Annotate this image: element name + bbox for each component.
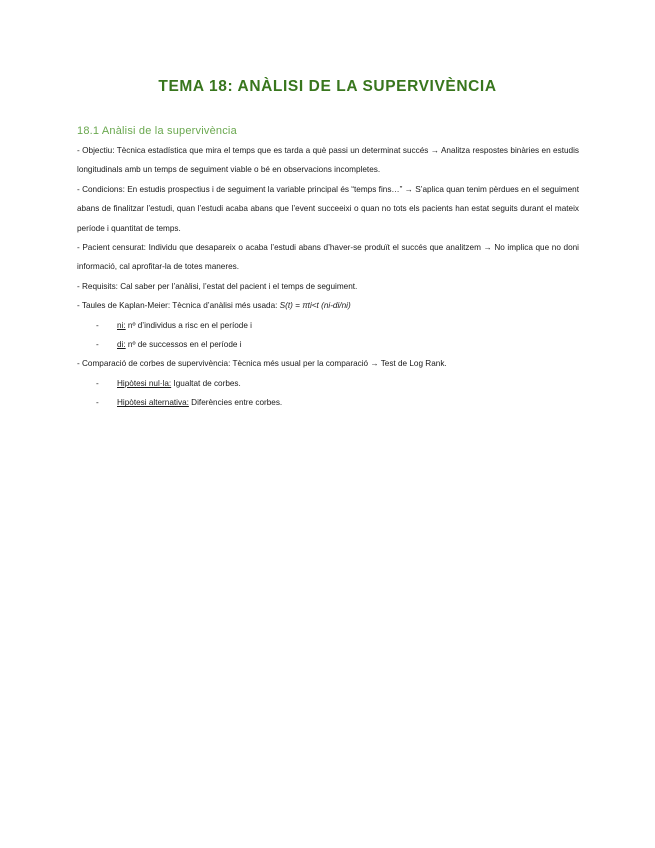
list-item-text: nº d’individus a risc en el període i [125,320,252,330]
bullet-dash: - [96,320,99,330]
section-heading: 18.1 Anàlisi de la supervivència [77,125,237,137]
bullet-dash: - [96,340,99,350]
document-body [77,141,579,413]
list-item-content [117,335,242,354]
list-item [77,316,579,335]
paragraph-kaplan-meier [77,296,579,315]
kaplan-meier-label: - Taules de Kaplan-Meier: Tècnica d’anàlisi més usada: [77,301,280,311]
list-item-text: nº de successos en el període i [125,340,242,350]
list-item-content [117,393,282,412]
page-title: TEMA 18: ANÀLISI DE LA SUPERVIVÈNCIA [158,78,497,95]
list-item-text: Igualtat de corbes. [171,378,241,388]
list-item [77,374,579,393]
paragraph-pacient-censurat: - Pacient censurat: Individu que desapareix o acaba l’estudi abans d’haver-se produït el succés que analitzem → No implica que no doni informació, cal aprofitar-la de totes maneres. [77,243,579,272]
list-item-term: Hipòtesi alternativa: [117,398,189,408]
list-item-text: Diferències entre corbes. [188,398,283,408]
paragraph-comparacio: - Comparació de corbes de supervivència: Tècnica més usual per la comparació → Test de Log Rank. [77,359,447,369]
list-item-term: di: [117,340,126,350]
paragraph-objectiu: - Objectiu: Tècnica estadística que mira el temps que es tarda a què passi un determinat succés → Analitza respostes binàries en estudis longitudinals amb un temps de seguiment viable o bé en observacions incompletes. [77,146,579,175]
paragraph-requisits: - Requisits: Cal saber per l’anàlisi, l’estat del pacient i el temps de seguiment. [77,281,358,291]
list-item-term: ni: [117,320,126,330]
kaplan-meier-formula: S(t) = πti<t (ni-di/ni) [279,301,351,311]
bullet-dash: - [96,378,99,388]
list-item [77,393,579,412]
list-item-content [117,374,241,393]
list-item-term: Hipòtesi nul·la: [117,378,172,388]
paragraph-condicions: - Condicions: En estudis prospectius i de seguiment la variable principal és “temps fins…” → S’aplica quan tenim pèrdues en el seguiment abans de finalitzar l’estudi, quan l’estudi acaba abans que l’event succeeixi o quan no tots els pacients han estat seguits durant el mateix període i quantitat de temps. [77,184,579,233]
bullet-dash: - [96,398,99,408]
list-item-content [117,316,252,335]
list-item [77,335,579,354]
